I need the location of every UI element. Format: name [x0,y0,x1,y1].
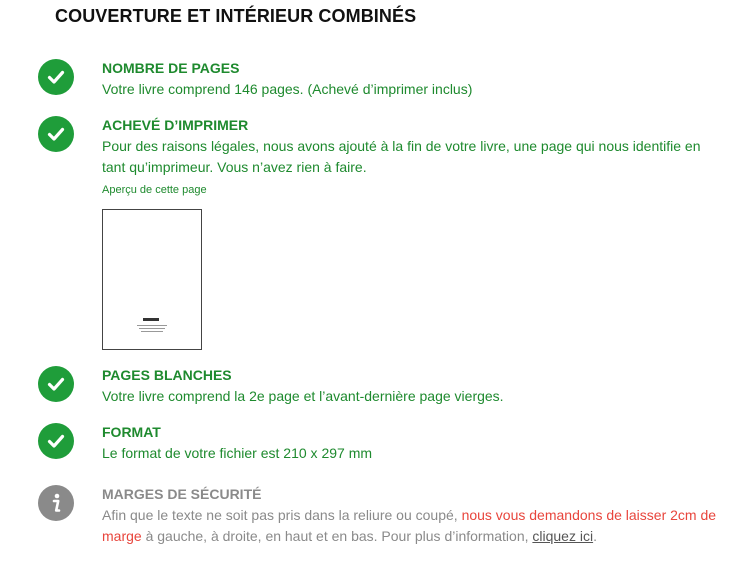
section-printer-imprint [38,116,725,350]
section-text [102,505,725,547]
preview-label: Aperçu de cette page [102,184,207,196]
section-text: Votre livre comprend la 2e page et l’avant-dernière page vierges. [102,388,504,404]
printer-logo-mark [143,318,159,321]
preview-text-line [141,331,163,332]
info-circle-icon [38,485,74,521]
section-text: Pour des raisons légales, nous avons ajouté à la fin de votre livre, une page qui nous identifie en tant qu’imprimeur. Vous n’avez rien à faire. [102,138,701,175]
page-preview-thumbnail[interactable] [102,209,202,350]
margin-text-intro: Afin que le texte ne soit pas pris dans la reliure ou coupé, [102,507,462,523]
preview-text-line [139,328,165,329]
margin-text-detail: à gauche, à droite, en haut et en bas. Pour plus d’information, [141,528,533,544]
check-circle-icon [38,366,74,402]
more-info-link[interactable]: cliquez ici [532,528,594,544]
section-heading: NOMBRE DE PAGES [102,60,240,76]
section-blank-pages [38,366,725,407]
section-heading: ACHEVÉ D’IMPRIMER [102,117,249,133]
check-circle-icon [38,423,74,459]
section-text: Le format de votre fichier est 210 x 297 mm [102,445,373,461]
margin-requirement-highlight: nous vous demandons de laisser 2cm de marge [102,507,717,544]
section-heading: FORMAT [102,424,161,440]
section-page-count [38,59,725,100]
check-circle-icon [38,59,74,95]
margin-text-end: . [593,528,597,544]
section-format [38,423,725,464]
page-title: COUVERTURE ET INTÉRIEUR COMBINÉS [55,6,417,26]
preview-text-line [137,325,167,326]
section-heading: PAGES BLANCHES [102,367,232,383]
section-heading: MARGES DE SÉCURITÉ [102,486,262,502]
section-text: Votre livre comprend 146 pages. (Achevé d’imprimer inclus) [102,81,473,97]
section-safety-margins [38,485,725,547]
check-circle-icon [38,116,74,152]
